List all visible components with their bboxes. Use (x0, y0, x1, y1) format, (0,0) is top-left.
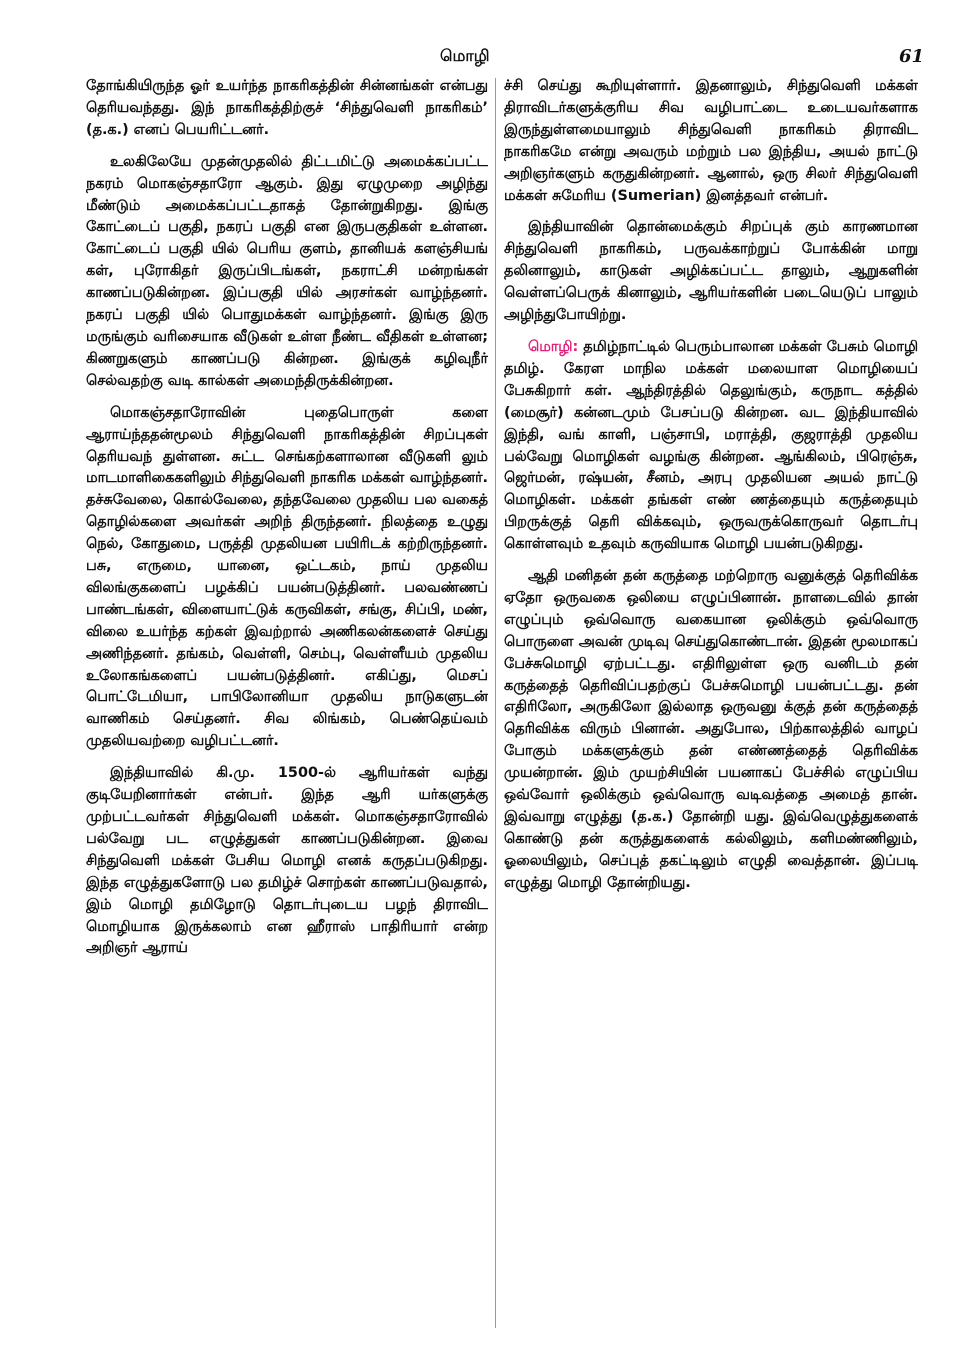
left-column (86, 76, 488, 1346)
paragraph-languages (504, 337, 918, 556)
page-number: 61 (898, 46, 924, 67)
paragraph-indus-decline: இந்தியாவின் தொன்மைக்கும் சிறப்புக் கும் காரணமான சிந்துவெளி நாகரிகம், பருவக்காற்றுப் போக்கின் மாறு தலினாலும், காடுகள் அழிக்கப்பட்ட தாலும், ஆறுகளின் வெள்ளப்பெருக் கினாலும், ஆரியர்களின் படையெடுப் பாலும் அழிந்துபோயிற்று. (504, 219, 918, 324)
section-heading-mozhi: மொழி: (528, 338, 579, 355)
paragraph-mohenjodaro-city: உலகிலேயே முதன்முதலில் திட்டமிட்டு அமைக்கப்பட்ட நகரம் மொகஞ்சதாரோ ஆகும். இது ஏழுமுறை அழிந்து மீண்டும் அமைக்கப்பட்டதாகத் தோன்றுகிறது. இங்கு கோட்டைப் பகுதி, நகரப் பகுதி என இருபகுதிகள் உள்ளன. கோட்டைப் பகுதி யில் பெரிய குளம், தானியக் களஞ்சியங் கள், புரோகிதர் இருப்பிடங்கள், நகராட்சி மன்றங்கள் காணப்படுகின்றன. இப்பகுதி யில் அரசர்கள் வாழ்ந்தனர். நகரப் பகுதி யில் பொதுமக்கள் வாழ்ந்தனர். இங்கு இரு மருங்கும் வரிசையாக வீடுகள் உள்ள நீண்ட வீதிகள் உள்ளன; கிணறுகளும் காணப்படு கின்றன. இங்குக் கழிவுநீர் செல்வதற்கு வடி கால்கள் அமைந்திருக்கின்றன. (86, 153, 488, 389)
languages-text: தமிழ்நாட்டில் பெரும்பாலான மக்கள் பேசும் மொழி தமிழ். கேரள மாநில மக்கள் மலையாள மொழியைப் பேசுகிறார் கள். ஆந்திரத்தில் தெலுங்கும், கருநாட கத்தில் (மைசூர்) கன்னடமும் பேசப்படு கின்றன. வட இந்தியாவில் இந்தி, வங் காளி, பஞ்சாபி, மராத்தி, குஜராத்தி முதலிய பல்வேறு மொழிகள் வழங்கு கின்றன. ஆங்கிலம், பிரெஞ்சு, ஜெர்மன், ரஷ்யன், சீனம், அரபு முதலியன அயல் நாட்டு மொழிகள். மக்கள் தங்கள் எண் ணத்தையும் கருத்தையும் பிறருக்குத் தெரி விக்கவும், ஒருவருக்கொருவர் தொடர்பு கொள்ளவும் உதவும் கருவியாக மொழி பயன்படுகிறது. (504, 338, 918, 553)
paragraph-aryans: இந்தியாவில் கி.மு. 1500-ல் ஆரியர்கள் வந்து குடியேறினார்கள் என்பர். இந்த ஆரி யர்களுக்கு முற்பட்டவர்கள் சிந்துவெளி மக்கள். மொகஞ்சதாரோவில் பல்வேறு பட எழுத்துகள் காணப்படுகின்றன. இவை சிந்துவெளி மக்கள் பேசிய மொழி எனக் கருதப்படுகிறது. இந்த எழுத்துகளோடு பல தமிழ்ச் சொற்கள் காணப்படுவதால், இம் மொழி தமிழோடு தொடர்புடைய பழந் திராவிட மொழியாக இருக்கலாம் என ஹீராஸ் பாதிரியார் என்ற அறிஞர் ஆராய் (86, 765, 488, 957)
paragraph-origin-of-writing: ஆதி மனிதன் தன் கருத்தை மற்றொரு வனுக்குத் தெரிவிக்க ஏதோ ஒருவகை ஒலியை எழுப்பினான். நாளடைவில் தான் எழுப்பும் ஒவ்வொரு வகையான ஒலிக்கும் ஒவ்வொரு பொருளை அவன் முடிவு செய்துகொண்டான். இதன் மூலமாகப் பேச்சுமொழி ஏற்பட்டது. எதிரிலுள்ள ஒரு வனிடம் தன் கருத்தைத் தெரிவிப்பதற்குப் பேச்சுமொழி பயன்பட்டது. தன் எதிரிலோ, அருகிலோ இல்லாத ஒருவனு க்குத் தன் கருத்தைத் தெரிவிக்க விரும் பினான். அதுபோல, பிற்காலத்தில் வாழப் போகும் மக்களுக்கும் தன் எண்ணத்தைத் தெரிவிக்க முயன்றான். இம் முயற்சியின் பயனாகப் பேச்சில் எழுப்பிய ஒவ்வோர் ஒலிக்கும் ஒவ்வொரு வடிவத்தை அமைத் தான். இவ்வாறு எழுத்து (த.க.) தோன்றி யது. இவ்வெழுத்துகளைக் கொண்டு தன் கருத்துகளைக் கல்லிலும், களிமண்ணிலும், ஓலையிலும், செப்புத் தகட்டிலும் எழுதி வைத்தான். இப்படி எழுத்து மொழி தோன்றியது. (504, 568, 918, 891)
paragraph-heras-continuation: ச்சி செய்து கூறியுள்ளார். இதனாலும், சிந்துவெளி மக்கள் திராவிடர்களுக்குரிய சிவ வழிபாட்டை உடையவர்களாக இருந்துள்ளமையாலும் சிந்துவெளி நாகரிகம் திராவிட நாகரிகமே என்று அவரும் மற்றும் பல இந்திய, அயல் நாட்டு அறிஞர்களும் கருதுகின்றனர். ஆனால், ஒரு சிலர் சிந்துவெளி மக்கள் சுமேரிய (Sumerian) இனத்தவர் என்பர். (504, 78, 918, 204)
column-divider (495, 78, 496, 1328)
running-header (0, 46, 966, 72)
right-column (504, 76, 918, 1346)
paragraph-excavations: மொகஞ்சதாரோவின் புதைபொருள் களை ஆராய்ந்ததன்மூலம் சிந்துவெளி நாகரிகத்தின் சிறப்புகள் தெரியவந் துள்ளன. சுட்ட செங்கற்களாலான வீடுகளி லும் மாடமாளிகைகளிலும் சிந்துவெளி நாகரிக மக்கள் வாழ்ந்தனர். தச்சுவேலை, கொல்வேலை, தந்தவேலை முதலிய பல வகைத் தொழில்களை அவர்கள் அறிந் திருந்தனர். நிலத்தை உழுது நெல், கோதுமை, பருத்தி முதலியன பயிரிடக் கற்றிருந்தனர். பசு, எருமை, யானை, ஒட்டகம், நாய் முதலிய விலங்குகளைப் பழக்கிப் பயன்படுத்தினர். பலவண்ணப் பாண்டங்கள், விளையாட்டுக் கருவிகள், சங்கு, சிப்பி, மண், விலை உயர்ந்த கற்கள் இவற்றால் அணிகலன்களைச் செய்து அணிந்தனர். தங்கம், வெள்ளி, செம்பு, வெள்ளீயம் முதலிய உலோகங்களைப் பயன்படுத்தினர். எகிப்து, மெசப் பொட்டேமியா, பாபிலோனியா முதலிய நாடுகளுடன் வாணிகம் செய்தனர். சிவ லிங்கம், பெண்தெய்வம் முதலியவற்றை வழிபட்டனர். (86, 404, 488, 750)
paragraph-indus-continuation: தோங்கியிருந்த ஓர் உயர்ந்த நாகரிகத்தின் சின்னங்கள் என்பது தெரியவந்தது. இந் நாகரிகத்திற்குச் ‘சிந்துவெளி நாகரிகம்’ (த.க.) எனப் பெயரிட்டனர். (86, 78, 488, 138)
running-title: மொழி (440, 46, 490, 65)
